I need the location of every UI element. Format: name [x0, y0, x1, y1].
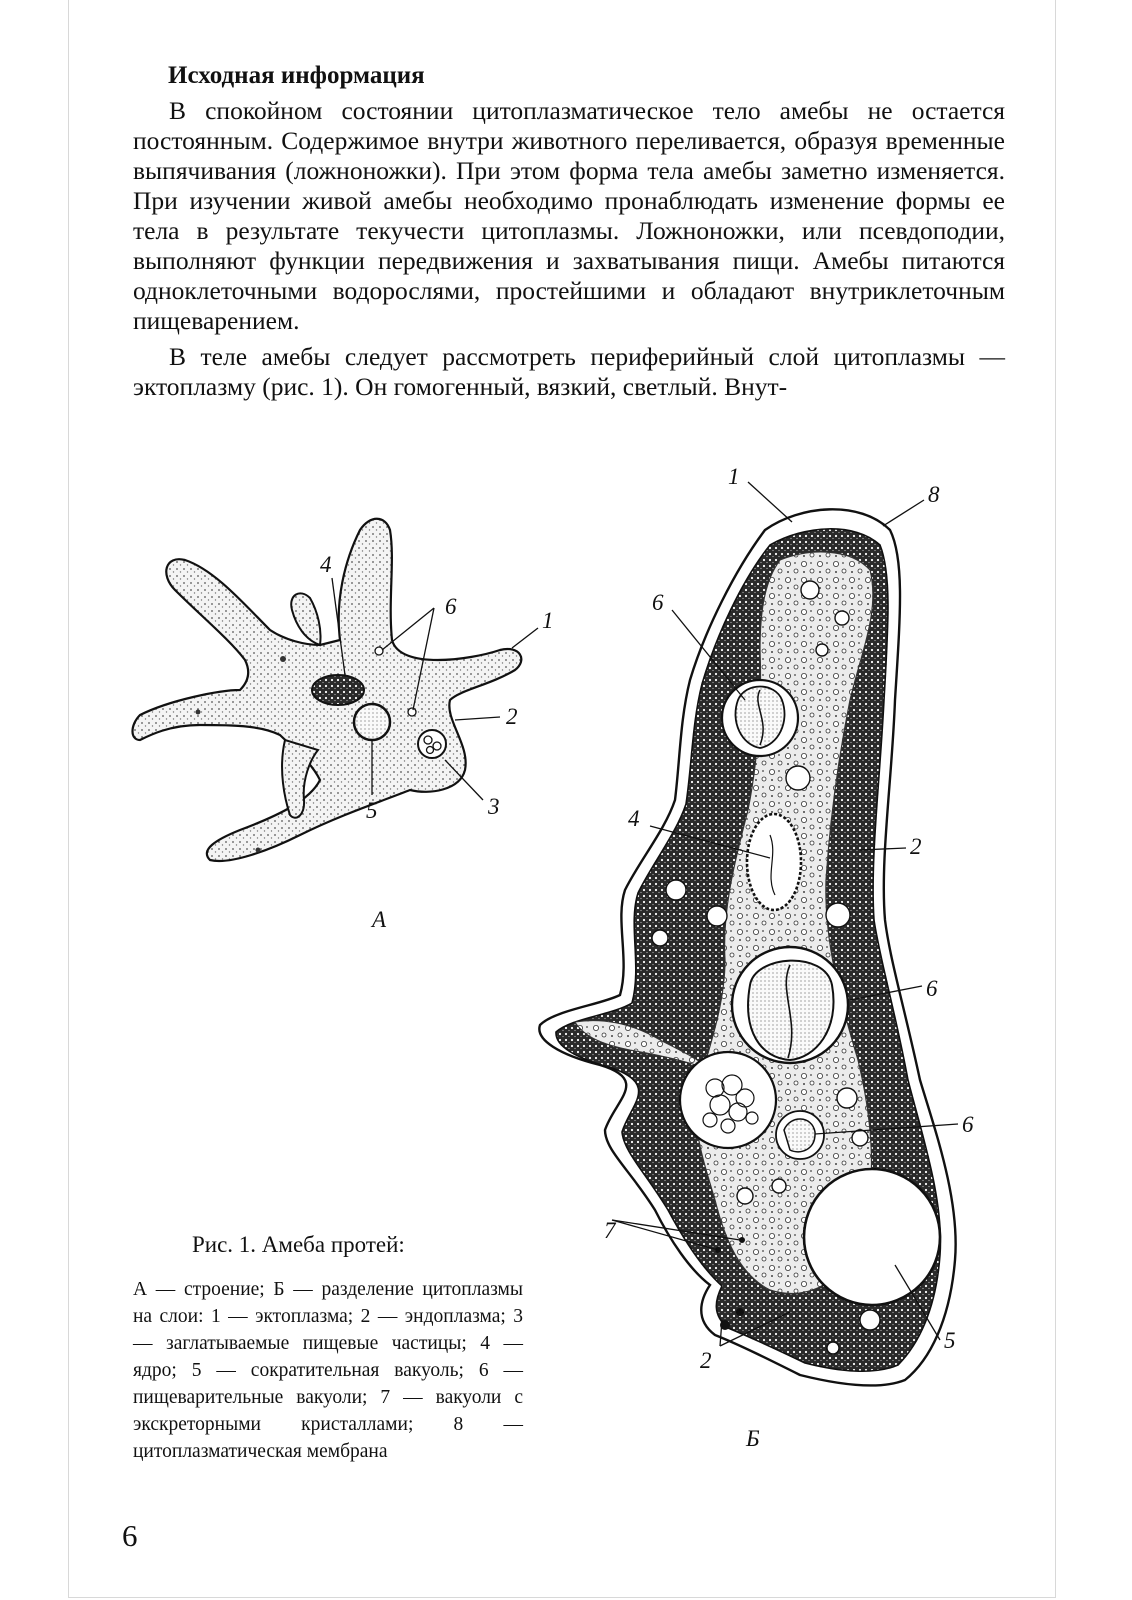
paragraph-1: В спокойном состоянии цитоплазматическое тело амебы не остается постоянным. Содержимое внутри животного переливается, образуя временные выпячивания (ложноножки). При этом форма тела амебы заметно изменяется. При изучении живой амебы необходимо пронаблюдать изменение формы ее тела в результате текучести цитоплазмы. Ложноножки, или псевдоподии, выполняют функции передвижения и захватывания пищи. Амебы питаются одноклеточными водорослями, простейшими и обладают внутриклеточным пищеварением. — [133, 96, 1005, 335]
label-b-1: 1 — [728, 464, 740, 489]
panel-b-label: Б — [746, 1426, 760, 1451]
label-b-7: 7 — [604, 1218, 616, 1243]
label-b-6-lower: 6 — [962, 1112, 974, 1137]
amoeba-a-drawing — [133, 519, 539, 861]
figure-caption-body: А — строение; Б — разделение цитоплазмы на слои: 1 — эктоплазма; 2 — эндоплазма; 3 — заглатываемые пищевые частицы; 4 — ядро; 5 — сократительная вакуоль; 6 — пищеварительные вакуоли; 7 — вакуоли с экскреторными кристаллами; 8 — цитоплазматическая мембрана — [133, 1279, 523, 1462]
amoeba-a-nucleus — [312, 675, 364, 705]
label-a-4: 4 — [320, 552, 332, 577]
amoeba-b-drawing — [539, 482, 958, 1385]
paragraph-2: В теле амебы следует рассмотреть периферийный слой цитоплазмы — эктоплазму (рис. 1). Он гомогенный, вязкий, светлый. Внут- — [133, 342, 1005, 401]
amoeba-a-small-pseudopod — [291, 593, 320, 645]
amoeba-b-nucleus — [747, 814, 801, 910]
label-a-2: 2 — [506, 704, 518, 729]
label-a-5: 5 — [366, 798, 378, 823]
amoeba-a-contractile-vacuole — [354, 704, 390, 740]
label-a-6: 6 — [445, 594, 457, 619]
label-b-2-right: 2 — [910, 834, 922, 859]
label-b-8: 8 — [928, 482, 940, 507]
panel-a-label: А — [372, 907, 387, 932]
label-a-3: 3 — [488, 794, 500, 819]
label-b-4: 4 — [628, 806, 640, 831]
label-a-1: 1 — [542, 608, 554, 633]
page-number: 6 — [122, 1518, 138, 1553]
figure-caption-title: Рис. 1. Амеба протей: — [192, 1232, 405, 1257]
amoeba-b-contractile-vacuole — [804, 1169, 940, 1305]
amoeba-a-food-particles — [418, 730, 446, 758]
label-b-5: 5 — [944, 1328, 956, 1353]
label-b-6-middle: 6 — [926, 976, 938, 1001]
label-b-6-top: 6 — [652, 590, 664, 615]
label-b-2-bottom: 2 — [700, 1348, 712, 1373]
section-heading: Исходная информация — [168, 62, 425, 89]
